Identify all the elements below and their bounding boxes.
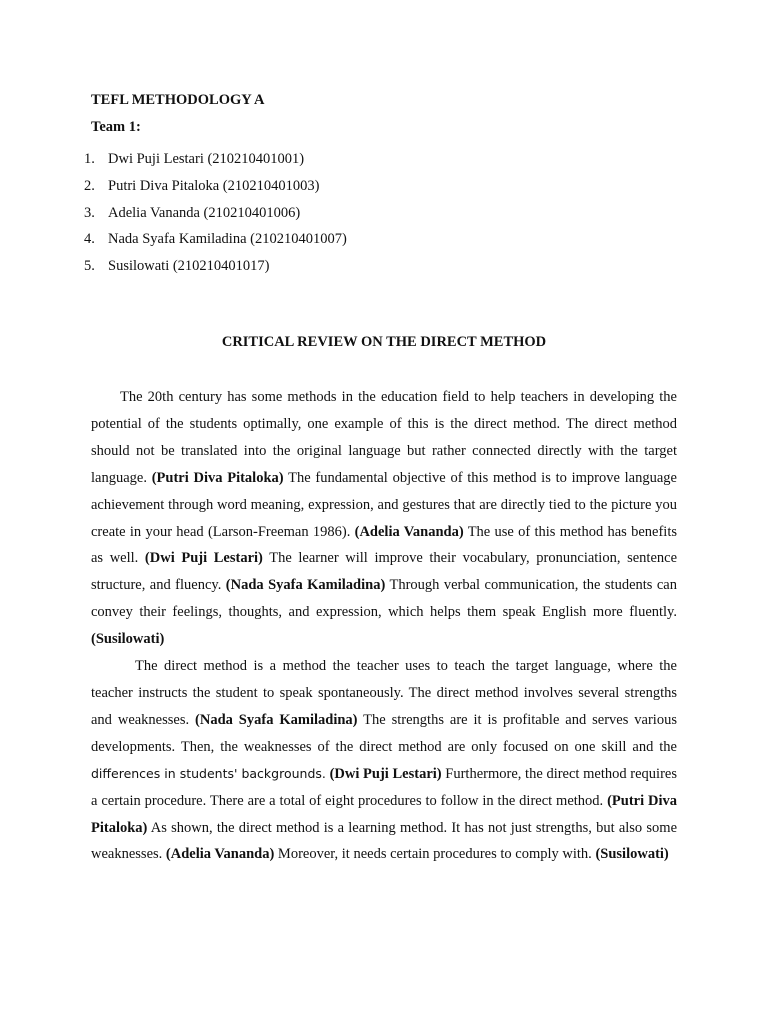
author-tag: (Adelia Vananda) bbox=[165, 846, 275, 863]
paragraph-2 bbox=[91, 653, 677, 868]
text-run: Through verbal communication, the students can convey their feelings, thoughts, and expression, which helps them speak English more fluently. bbox=[91, 577, 677, 621]
list-item bbox=[84, 173, 347, 200]
text-run: Moreover, it needs certain procedures to comply with. bbox=[274, 846, 596, 863]
list-number: 4. bbox=[84, 231, 95, 248]
list-number: 1. bbox=[84, 151, 95, 167]
text-run: Furthermore, the direct method requires a certain procedure. There are a total of eight procedures to follow in the direct method. bbox=[91, 765, 677, 809]
text-run: The 20th century has some methods in the education field to help teachers in developing the potential of the students optimally, one example of this is the direct method. The direct method should not be translated into the original language but rather connected directly with the target language. bbox=[91, 389, 677, 486]
course-title: TEFL METHODOLOGY A bbox=[91, 92, 265, 108]
document-body bbox=[91, 384, 677, 868]
paragraph-1 bbox=[91, 384, 677, 653]
author-tag: (Susilowati) bbox=[595, 846, 669, 863]
author-tag: (Dwi Puji Lestari) bbox=[144, 550, 263, 567]
list-item bbox=[84, 200, 347, 227]
document-title: CRITICAL REVIEW ON THE DIRECT METHOD bbox=[221, 334, 547, 350]
member-name: Putri Diva Pitaloka (210210401003) bbox=[108, 177, 320, 194]
member-name: Nada Syafa Kamiladina (210210401007) bbox=[108, 231, 347, 248]
text-run: The use of this method has benefits as well. bbox=[91, 523, 677, 567]
author-tag: (Adelia Vananda) bbox=[354, 523, 464, 540]
text-run: The direct method is a method the teacher uses to teach the target language, where the teacher instructs the student to speak spontaneously. The direct method involves several strengths and weaknesses. bbox=[91, 658, 677, 728]
author-tag: (Dwi Puji Lestari) bbox=[329, 765, 442, 782]
author-tag: (Putri Diva Pitaloka) bbox=[151, 469, 284, 486]
text-run: As shown, the direct method is a learning method. It has not just strengths, but also some weaknesses. bbox=[91, 819, 677, 863]
member-name: Susilowati (210210401017) bbox=[108, 258, 270, 275]
text-run: The learner will improve their vocabulary, pronunciation, sentence structure, and fluency. bbox=[91, 550, 678, 594]
author-tag: (Susilowati) bbox=[91, 631, 165, 648]
author-tag: (Putri Diva Pitaloka) bbox=[91, 792, 677, 836]
text-run: The strengths are it is profitable and serves various developments. Then, the weaknesses of the direct method are only focused on one skill and the bbox=[91, 711, 677, 755]
list-item bbox=[84, 226, 347, 253]
list-number: 2. bbox=[84, 177, 95, 194]
member-list bbox=[84, 146, 347, 280]
team-label: Team 1: bbox=[91, 119, 141, 135]
list-number: 3. bbox=[84, 204, 95, 221]
author-tag: (Nada Syafa Kamiladina) bbox=[195, 711, 358, 728]
text-run-alt-font: differences in students' backgrounds. bbox=[91, 765, 326, 781]
member-name: Dwi Puji Lestari (210210401001) bbox=[108, 151, 305, 167]
author-tag: (Nada Syafa Kamiladina) bbox=[225, 577, 386, 594]
member-name: Adelia Vananda (210210401006) bbox=[108, 204, 301, 221]
list-number: 5. bbox=[84, 258, 95, 275]
list-item bbox=[84, 253, 347, 280]
list-item bbox=[84, 146, 347, 173]
text-run: The fundamental objective of this method is to improve language achievement through word meaning, expression, and gestures that are directly tied to the picture you create in your head (Larson-Freeman 1986). bbox=[91, 469, 677, 540]
